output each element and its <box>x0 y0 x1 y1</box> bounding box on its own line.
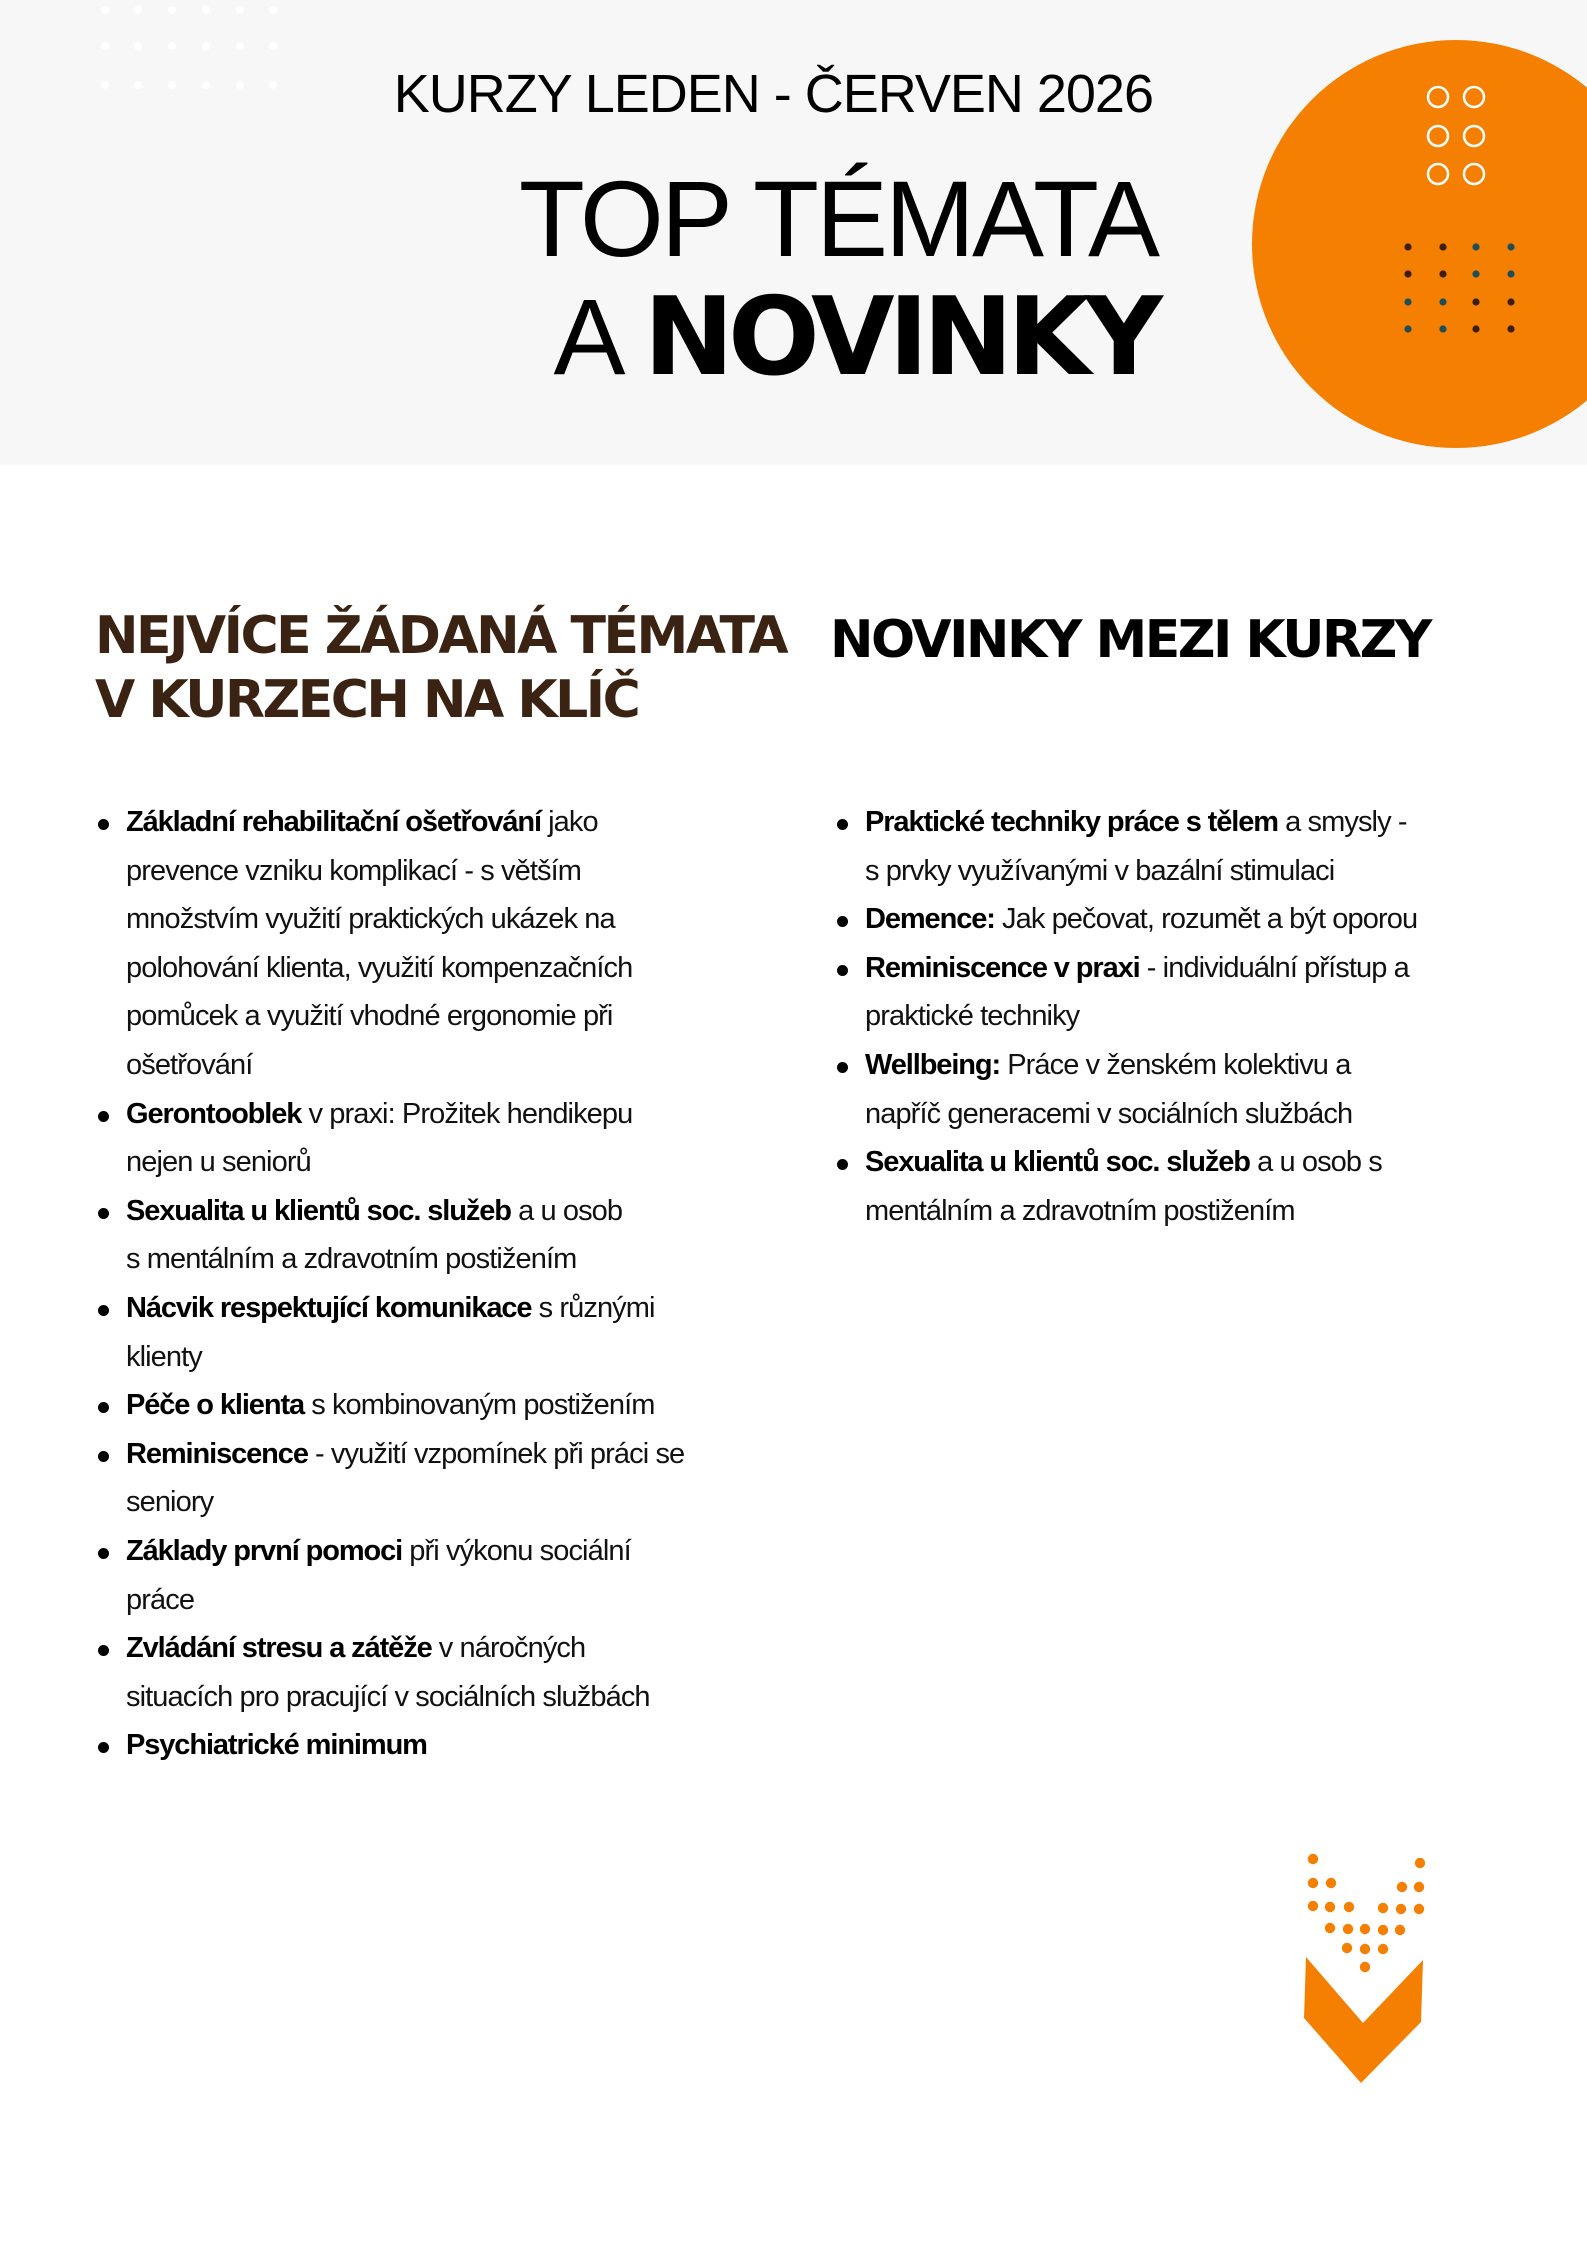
list-item <box>835 798 1417 895</box>
item-title: Praktické techniky práce s tělem <box>865 806 1278 838</box>
bullet-icon <box>98 819 109 830</box>
dot <box>1507 270 1514 277</box>
dot <box>1404 298 1411 305</box>
dot <box>1360 1962 1370 1972</box>
dot <box>1378 1903 1388 1913</box>
dot <box>1360 1924 1370 1934</box>
popular-topics-list <box>96 798 684 1770</box>
dot <box>1507 325 1514 332</box>
header-band <box>0 0 1587 465</box>
dot <box>1507 298 1514 305</box>
bullet-icon <box>837 965 848 976</box>
dot <box>1472 325 1479 332</box>
item-description: Práce v ženském kolektivu a napříč generacemi v sociálních službách <box>865 1048 1353 1130</box>
dot <box>1397 1882 1407 1892</box>
item-title: Sexualita u klientů soc. služeb <box>865 1146 1250 1179</box>
section-heading-popular: NEJVÍCE ŽÁDANÁ TÉMATA V KURZECH NA KLÍČ <box>95 606 787 730</box>
item-description: v náročných situacích pro pracující v sociálních službách <box>126 1632 650 1713</box>
dot <box>1439 298 1446 305</box>
dot <box>1343 1924 1353 1934</box>
item-description: s různými klienty <box>126 1291 655 1373</box>
dot <box>1439 325 1446 332</box>
item-description: v praxi: Prožitek hendikepu nejen u seniorů <box>126 1097 633 1179</box>
list-item <box>96 1527 684 1624</box>
dot <box>1439 270 1446 277</box>
section-heading-new: NOVINKY MEZI KURZY <box>830 610 1430 670</box>
dot <box>1308 1878 1318 1888</box>
bullet-icon <box>98 1305 109 1316</box>
list-item <box>835 1138 1417 1235</box>
list-item <box>96 1187 684 1284</box>
dot <box>1404 243 1411 250</box>
list-item <box>96 1284 684 1381</box>
bullet-icon <box>98 1402 109 1413</box>
item-title: Nácvik respektující komunikace <box>126 1291 532 1324</box>
item-description: - využití vzpomínek při práci se seniory <box>126 1437 685 1519</box>
list-item <box>96 1624 684 1721</box>
list-item <box>96 1090 684 1187</box>
bullet-icon <box>98 1208 109 1219</box>
item-title: Reminiscence v praxi <box>865 951 1140 984</box>
list-item <box>96 1381 684 1430</box>
item-title: Demence: <box>865 903 995 936</box>
dot <box>1326 1878 1336 1888</box>
dot <box>1378 1944 1388 1954</box>
dot <box>1396 1904 1406 1914</box>
item-description: - individuální přístup a praktické techniky <box>865 951 1409 1033</box>
item-title: Reminiscence <box>126 1437 308 1470</box>
item-title: Wellbeing: <box>865 1048 1001 1081</box>
dot <box>1325 1923 1335 1933</box>
dot <box>1325 1902 1335 1912</box>
bullet-icon <box>98 1451 109 1462</box>
list-item <box>835 1041 1417 1138</box>
new-courses-list <box>835 798 1417 1235</box>
dot <box>1395 1925 1405 1935</box>
item-title: Zvládání stresu a zátěže <box>126 1632 432 1665</box>
dot <box>1472 243 1479 250</box>
dot <box>1414 1904 1424 1914</box>
list-item <box>835 944 1417 1041</box>
bullet-icon <box>98 1548 109 1559</box>
item-title: Základy první pomoci <box>126 1534 403 1567</box>
bullet-icon <box>98 1742 109 1753</box>
item-description: Jak pečovat, rozumět a být oporou <box>994 903 1418 936</box>
title-line-2-regular: A <box>553 276 644 397</box>
item-description: a u osob s mentálním a zdravotním postižením <box>126 1194 623 1276</box>
title-line-2 <box>519 275 1157 400</box>
list-item <box>96 1430 684 1527</box>
dot <box>1378 1925 1388 1935</box>
page-subtitle: KURZY LEDEN - ČERVEN 2026 <box>393 64 1153 124</box>
item-title: Základní rehabilitační ošetřování <box>126 806 541 838</box>
dot <box>1308 1854 1318 1864</box>
bullet-icon <box>837 916 848 927</box>
dot <box>1472 298 1479 305</box>
title-line-1: TOP TÉMATA <box>518 158 1157 279</box>
orange-circle <box>1252 40 1587 448</box>
title-line-2-bold: NOVINKY <box>643 275 1157 400</box>
dot <box>1344 1902 1354 1912</box>
bullet-icon <box>837 1062 848 1073</box>
item-title: Péče o klienta <box>126 1389 305 1422</box>
page-title <box>518 158 1157 400</box>
item-description: jako prevence vzniku komplikací - s větším množstvím využití praktických ukázek na polohování klienta, využití kompenzačních pomůcek a využití vhodné ergonomie při ošetřování <box>126 806 633 1081</box>
item-description: při výkonu sociální práce <box>126 1534 631 1616</box>
dot <box>1360 1944 1370 1954</box>
list-item <box>96 1721 684 1770</box>
dot <box>1308 1901 1318 1911</box>
item-title: Sexualita u klientů soc. služeb <box>126 1194 511 1227</box>
logo-chevron <box>1304 1957 1423 2083</box>
bullet-icon <box>837 1159 848 1170</box>
dot <box>1415 1858 1425 1868</box>
dot <box>1439 243 1446 250</box>
item-title: Gerontooblek <box>126 1097 302 1130</box>
bullet-icon <box>98 1111 109 1122</box>
bullet-icon <box>837 819 848 830</box>
dot <box>1342 1943 1352 1953</box>
item-description: s kombinovaným postižením <box>304 1389 655 1422</box>
dot <box>1404 270 1411 277</box>
dot <box>1404 325 1411 332</box>
dot <box>1472 270 1479 277</box>
item-description: a u osob s mentálním a zdravotním postižením <box>865 1146 1382 1227</box>
dot <box>1414 1882 1424 1892</box>
dot <box>1507 243 1514 250</box>
list-item <box>835 895 1417 944</box>
item-title: Psychiatrické minimum <box>126 1729 427 1762</box>
list-item <box>96 798 684 1090</box>
bullet-icon <box>98 1645 109 1656</box>
item-description: a smysly - s prvky využívanými v bazální stimulaci <box>865 806 1407 887</box>
